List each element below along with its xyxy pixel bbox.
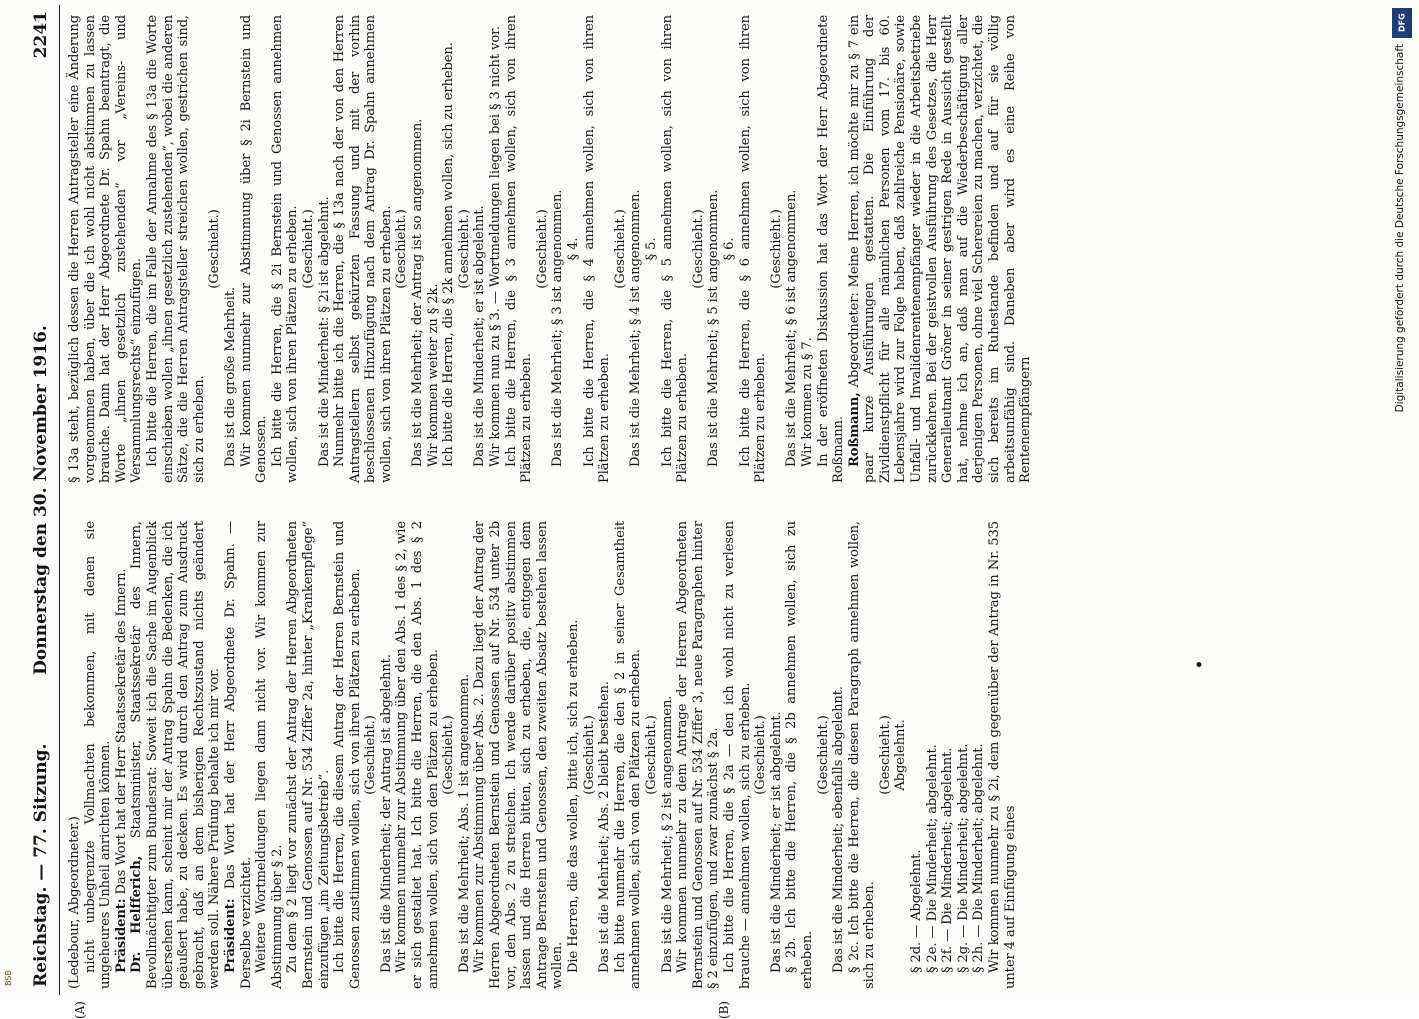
paragraph: § 2c. Ich bitte die Herren, die diesen Paragraph annehmen wollen, sich zu erheben. [846, 521, 878, 989]
paragraph: § 2b. Ich bitte die Herren, die § 2b annehmen wollen, sich zu erheben. [784, 521, 815, 989]
paragraph: (Geschieht.) [877, 715, 893, 795]
paragraph: Das ist die Mehrheit; § 6 ist angenommen. [784, 189, 800, 467]
paragraph: § 2d. — Abgelehnt. [909, 849, 925, 973]
paragraph: Wir kommen zur Abstimmung über Abs. 2. Dazu liegt der Antrag der Herren Abgeordneten Bernstein und Genossen auf Nr. 534 unter 2b vor, den Abs. 2 zu streichen. Ich werde darüber positiv abstimmen lassen und die Herren bitten, sich zu erheben, die, entgegen dem Antrage Bernstein und Genossen, den zweiten Absatz bestehen lassen wollen. [472, 521, 566, 989]
paragraph: (Geschieht.) [612, 209, 628, 289]
paragraph: Ich bitte die Herren, die § 3 annehmen wollen, sich von ihren Plätzen zu erheben. [503, 15, 535, 483]
paragraph: (Geschieht.) [300, 209, 316, 289]
right-column [67, 15, 1367, 483]
paragraph: Das ist die Mehrheit; § 4 ist angenommen. [628, 189, 644, 467]
library-mark: BSB [4, 970, 13, 986]
speaker-name: Präsident: [222, 898, 238, 973]
paragraph: (Geschieht.) [441, 715, 457, 795]
paragraph: Das ist die Mehrheit; § 5 ist angenommen. [706, 189, 722, 467]
rotated-page-content [25, 5, 1377, 1019]
asterisk-mark: • [1192, 660, 1208, 669]
paragraph: (Geschieht.) [363, 715, 379, 795]
paragraph: § 2f. — Die Minderheit; abgelehnt. [940, 747, 956, 973]
paragraph: Das ist die Mehrheit; Abs. 2 bleibt bestehen. [597, 681, 613, 973]
paragraph: Wir kommen nun zu § 3. — Wortmeldungen liegen bei § 3 nicht vor. [488, 26, 504, 467]
margin-mark-a: (A) [73, 1001, 87, 1019]
paragraph: § 13a steht, bezüglich dessen die Herren Antragsteller eine Änderung vorgenommen haben, über die ich wohl nicht abstimmen zu lassen brauche. Dann hat der Herr Abgeordnete Dr. Spahn beantragt, die Worte „ihnen gesetzlich zustehenden“ vor „Vereins- und Versammlungsrechts“ einzufügen. [67, 15, 145, 483]
paragraph: Präsident: Das Wort hat der Herr Abgeordnete Dr. Spahn. — Derselbe verzichtet. [222, 521, 254, 989]
paragraph: Weitere Wortmeldungen liegen dann nicht vor. Wir kommen zur Abstimmung über § 2. [254, 521, 285, 989]
paragraph: (Geschieht.) [815, 715, 831, 795]
running-head-left: Reichstag. — 77. Sitzung. [31, 743, 51, 987]
paragraph: Das ist die Mehrheit; Abs. 1 ist angenommen. [456, 673, 472, 973]
paragraph: Das ist die Minderheit; er ist abgelehnt. [472, 205, 488, 467]
paragraph: (Geschieht.) [768, 209, 784, 289]
paragraph: Ich bitte nunmehr die Herren, die den § 2 in seiner Gesamtheit annehmen wollen, sich von den Plätzen zu erheben. [612, 521, 644, 989]
dfg-credit-text: Digitalisierung gefördert durch die Deutsche Forschungsgemeinschaft [1394, 44, 1406, 413]
paragraph: (Geschieht.) [753, 715, 769, 795]
paragraph: Das ist die Minderheit; der Antrag ist abgelehnt. [378, 654, 394, 973]
speaker-name: Präsident: [113, 898, 129, 973]
paragraph: Nunmehr bitte ich die Herren, die § 13a nach der von den Herren Antragstellern selbst gekürzten Fassung und mit der vorhin beschlossenen Hinzufügung nach dem Antrag Dr. Spahn annehmen wollen, sich von ihren Plätzen zu erheben. [332, 15, 394, 483]
paragraph: § 6. [721, 237, 737, 261]
paragraph: (Geschieht.) [581, 715, 597, 795]
paragraph: § 2g. — Die Minderheit; abgelehnt. [955, 743, 971, 973]
paragraph: (Geschieht.) [690, 209, 706, 289]
paragraph: (Geschieht.) [534, 209, 550, 289]
paragraph: Ich bitte die Herren, die § 2i Bernstein und Genossen annehmen wollen, sich von ihren Plätzen zu erheben. [269, 15, 301, 483]
paragraph: Ich bitte die Herren, die § 4 annehmen wollen, sich von ihren Plätzen zu erheben. [581, 15, 613, 483]
paragraph: Ich bitte die Herren, die § 2a — den ich wohl nicht zu verlesen brauche — annehmen wollen, sich zu erheben. [721, 521, 753, 989]
paragraph: Ich bitte die Herren, die § 2k annehmen wollen, sich zu erheben. [441, 42, 457, 467]
paragraph: § 2h. — Die Minderheit; abgelehnt. [971, 743, 987, 973]
running-head [25, 5, 60, 995]
paragraph: Das ist die Mehrheit; § 3 ist angenommen. [550, 189, 566, 467]
paragraph: Das ist die Mehrheit; § 2 ist angenommen. [659, 695, 675, 973]
paragraph: (Geschieht.) [394, 209, 410, 289]
paragraph: Präsident: Das Wort hat der Herr Staatssekretär des Innern. [113, 568, 129, 973]
paragraph: Die Herren, die das wollen, bitte ich, sich zu erheben. [566, 619, 581, 973]
paragraph: Zu dem § 2 liegt vor zunächst der Antrag der Herren Abgeordneten Bernstein und Genossen auf Nr. 534 Ziffer 2a, hinter „Krankenpflege“ einzufügen „im Zeitungsbetrieb“. [285, 521, 332, 989]
paragraph: § 2e. — Die Minderheit; abgelehnt. [924, 744, 940, 973]
paragraph: Roßmann, Abgeordneter: Meine Herren, ich möchte mir zu § 7 ein paar kurze Ausführungen gestatten. Die Einführung der Zivildienstpflicht für alle männlichen Personen vom 17. bis 60. Lebensjahre wird zur Folge haben, daß zahlreiche Pensionäre, sowie Unfall- und Invalidenrentenempfänger wieder in die Arbeitsbetriebe zurückkehren. Bei der geistvollen Ausführung des Gesetzes, die Herr Generalleutnant Gröner in seiner gestrigen Rede in Aussicht gestellt hat, nehme ich an, daß man auf die Wiederbeschäftigung aller derjenigen Personen, ohne viel Scherereien zu machen, verzichtet, die sich bereits im Ruhestande befinden und auf für sie völlig arbeitsunfähig sind. Daneben aber wird es eine Reihe von Rentenempfängern [846, 15, 1034, 483]
paragraph: Wir kommen nunmehr zu dem Antrage der Herren Abgeordneten Bernstein und Genossen auf Nr. 534 Ziffer 3, neue Paragraphen hinter § 2 einzufügen, und zwar zunächst § 2a. [675, 521, 722, 989]
dfg-logo: DFG [1392, 8, 1412, 38]
paragraph: § 4. [566, 237, 581, 261]
speaker-name: Roßmann, [846, 392, 862, 467]
paragraph: Das ist die Minderheit; ebenfalls abgelehnt. [831, 686, 847, 973]
right-column-text [67, 15, 1034, 483]
paragraph: Ich bitte die Herren, die § 6 annehmen wollen, sich von ihren Plätzen zu erheben. [737, 15, 769, 483]
paragraph: nicht unbegrenzte Vollmachten bekommen, mit denen sie ungeheures Unheil anrichten können. [82, 521, 114, 989]
paragraph: (Ledebour, Abgeordneter.) [67, 816, 82, 989]
left-column [67, 521, 1367, 1019]
paragraph: Dr. Helfferich, Staatsminister, Staatssekretär des Innern, Bevollmächtigter zum Bundesrat: Soweit ich die Sache im Augenblick übersehen kann, scheint mir der Antrag Spahn die Bedenken, die ich geäußert habe, zu decken. Es wird durch den Antrag zum Ausdruck gebracht, daß an dem bisherigen Rechtszustand nichts geändert werden soll. Nähere Prüfung behalte ich mir vor. [129, 521, 223, 989]
left-column-text [67, 521, 1018, 989]
paragraph: Wir kommen nunmehr zur Abstimmung über den Abs. 1 des § 2, wie er sich gestaltet hat. Ich bitte die Herren, die den Abs. 1 des § 2 annehmen wollen, sich von den Plätzen zu erheben. [394, 521, 441, 989]
paragraph: Das ist die große Mehrheit. [222, 286, 238, 467]
paragraph: Wir kommen nunmehr zu § 2i, dem gegenüber der Antrag in Nr. 535 unter 4 auf Einfügung eines [987, 521, 1018, 989]
paragraph: Wir kommen nunmehr zur Abstimmung über § 2i Bernstein und Genossen. [238, 15, 270, 483]
paragraph: In der eröffneten Diskussion hat das Wort der Herr Abgeordnete Roßmann. [815, 15, 847, 483]
paragraph: Ich bitte die Herren, die diesem Antrag der Herren Bernstein und Genossen zustimmen wollen, sich von ihren Plätzen zu erheben. [332, 521, 363, 989]
page-number: 2241 [31, 11, 51, 59]
paragraph: Wir kommen zu § 7. [799, 337, 815, 467]
paragraph: (Geschieht.) [456, 209, 472, 289]
paragraph: Abgelehnt. [893, 719, 909, 791]
paragraph: Ich bitte die Herren, die im Falle der Annahme des § 13a die Worte einschieben wollen „ihnen gesetzlich zustehenden“, wobei die anderen Sätze, die die Herren Antragsteller streichen wollen, gestrichen sind, sich zu erheben. [144, 15, 207, 483]
margin-mark-b: (B) [717, 1001, 731, 1019]
paragraph: Wir kommen weiter zu § 2k. [425, 283, 441, 467]
paragraph: (Geschieht.) [207, 209, 223, 289]
paragraph: Das ist die Minderheit: § 2i ist abgelehnt. [316, 196, 332, 467]
speaker-name: Dr. Helfferich, [129, 855, 145, 973]
paragraph: Ich bitte die Herren, die § 5 annehmen wollen, sich von ihren Plätzen zu erheben. [659, 15, 691, 483]
dfg-credit [1390, 8, 1414, 908]
paragraph: § 5. [643, 237, 659, 261]
paragraph: (Geschieht.) [643, 715, 659, 795]
paragraph: Das ist die Minderheit; er ist abgelehnt. [768, 711, 784, 973]
paragraph: Das ist die Mehrheit; der Antrag ist so angenommen. [410, 118, 426, 467]
running-head-date: Donnerstag den 30. November 1916. [31, 325, 51, 675]
